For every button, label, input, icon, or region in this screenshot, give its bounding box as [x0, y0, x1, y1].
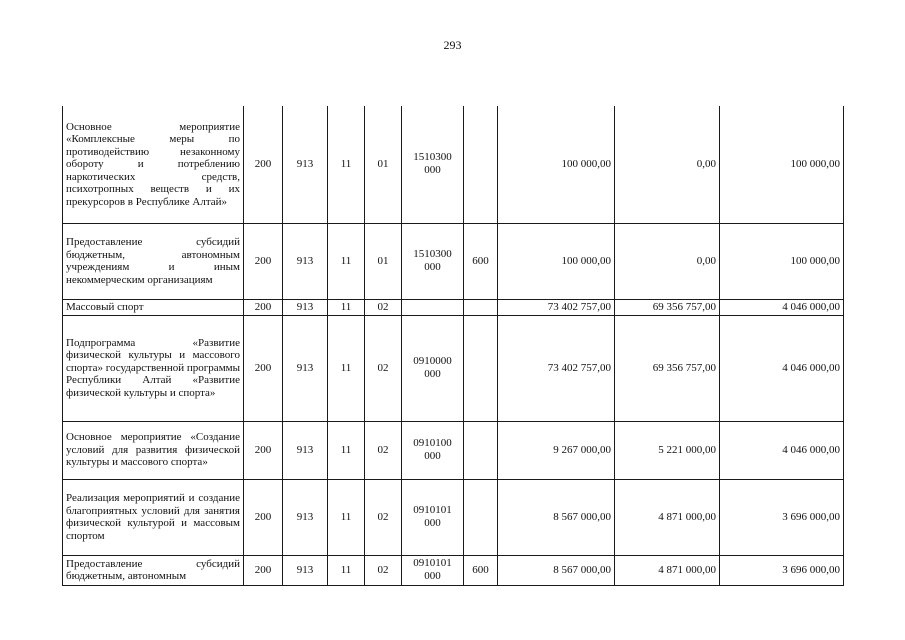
row-code-b-cell: 913: [283, 106, 328, 223]
row-target-code-cell: 0910100 000: [402, 421, 464, 479]
row-sum-second-cell: 69 356 757,00: [615, 299, 720, 315]
row-section-cell: 11: [328, 479, 365, 555]
row-sum-total-cell: 100 000,00: [498, 106, 615, 223]
row-sum-third-cell: 3 696 000,00: [720, 479, 844, 555]
row-target-code-cell: [402, 299, 464, 315]
row-name-cell: Подпрограмма «Развитие физической культуры и массового спорта» государственной программы Республики Алтай «Развитие физической культуры и спорта»: [63, 315, 244, 421]
row-sum-third-cell: 4 046 000,00: [720, 315, 844, 421]
row-sum-total-cell: 73 402 757,00: [498, 299, 615, 315]
row-subsection-cell: 02: [365, 315, 402, 421]
budget-table: [62, 106, 844, 586]
row-sum-second-cell: 5 221 000,00: [615, 421, 720, 479]
row-section-cell: 11: [328, 315, 365, 421]
row-target-code-cell: 0910000 000: [402, 315, 464, 421]
row-code-b-cell: 913: [283, 223, 328, 299]
row-sum-third-cell: 100 000,00: [720, 106, 844, 223]
row-expense-type-cell: [464, 106, 498, 223]
row-section-cell: 11: [328, 421, 365, 479]
row-sum-second-cell: 0,00: [615, 106, 720, 223]
row-code-a-cell: 200: [244, 479, 283, 555]
row-expense-type-cell: [464, 315, 498, 421]
row-code-b-cell: 913: [283, 555, 328, 585]
row-name-cell: Предоставление субсидий бюджетным, автономным учреждениям и иным некоммерческим организациям: [63, 223, 244, 299]
row-subsection-cell: 01: [365, 223, 402, 299]
row-target-code-cell: 0910101 000: [402, 479, 464, 555]
table-row: [63, 299, 844, 315]
row-subsection-cell: 02: [365, 421, 402, 479]
row-code-a-cell: 200: [244, 421, 283, 479]
row-sum-third-cell: 4 046 000,00: [720, 299, 844, 315]
row-expense-type-cell: 600: [464, 555, 498, 585]
row-code-b-cell: 913: [283, 421, 328, 479]
row-name-cell: Реализация мероприятий и создание благоприятных условий для занятия физической культурой и массовым спортом: [63, 479, 244, 555]
row-code-a-cell: 200: [244, 106, 283, 223]
row-name-cell: Основное мероприятие «Создание условий для развития физической культуры и массового спорта»: [63, 421, 244, 479]
row-subsection-cell: 01: [365, 106, 402, 223]
row-sum-total-cell: 8 567 000,00: [498, 479, 615, 555]
row-subsection-cell: 02: [365, 555, 402, 585]
row-expense-type-cell: 600: [464, 223, 498, 299]
row-name-cell: Массовый спорт: [63, 299, 244, 315]
row-code-b-cell: 913: [283, 315, 328, 421]
row-sum-third-cell: 4 046 000,00: [720, 421, 844, 479]
row-expense-type-cell: [464, 299, 498, 315]
row-sum-third-cell: 100 000,00: [720, 223, 844, 299]
row-name-cell: [63, 555, 244, 585]
row-sum-second-cell: 69 356 757,00: [615, 315, 720, 421]
row-target-code-cell: 0910101 000: [402, 555, 464, 585]
row-code-b-cell: 913: [283, 299, 328, 315]
row-section-cell: 11: [328, 555, 365, 585]
row-section-cell: 11: [328, 106, 365, 223]
row-target-code-cell: 1510300 000: [402, 106, 464, 223]
row-target-code-cell: 1510300 000: [402, 223, 464, 299]
row-expense-type-cell: [464, 421, 498, 479]
row-section-cell: 11: [328, 223, 365, 299]
row-sum-second-cell: 0,00: [615, 223, 720, 299]
row-sum-total-cell: 73 402 757,00: [498, 315, 615, 421]
row-sum-second-cell: 4 871 000,00: [615, 479, 720, 555]
row-expense-type-cell: [464, 479, 498, 555]
row-sum-third-cell: 3 696 000,00: [720, 555, 844, 585]
table-row: [63, 106, 844, 223]
table-row: [63, 421, 844, 479]
page-number: 293: [443, 38, 462, 52]
table-row: [63, 223, 844, 299]
row-subsection-cell: 02: [365, 299, 402, 315]
table-row: [63, 315, 844, 421]
table-row: [63, 555, 844, 585]
row-code-a-cell: 200: [244, 299, 283, 315]
row-name-text: Предоставление субсидий бюджетным, автономным: [66, 557, 240, 582]
row-section-cell: 11: [328, 299, 365, 315]
row-subsection-cell: 02: [365, 479, 402, 555]
row-sum-total-cell: 9 267 000,00: [498, 421, 615, 479]
row-sum-second-cell: 4 871 000,00: [615, 555, 720, 585]
row-code-a-cell: 200: [244, 315, 283, 421]
row-code-a-cell: 200: [244, 555, 283, 585]
row-sum-total-cell: 8 567 000,00: [498, 555, 615, 585]
row-code-a-cell: 200: [244, 223, 283, 299]
row-code-b-cell: 913: [283, 479, 328, 555]
row-name-cell: Основное мероприятие «Комплексные меры по противодействию незаконному обороту и потреблению наркотических средств, психотропных веществ и их прекурсоров в Республике Алтай»: [63, 106, 244, 223]
table-row: [63, 479, 844, 555]
row-sum-total-cell: 100 000,00: [498, 223, 615, 299]
